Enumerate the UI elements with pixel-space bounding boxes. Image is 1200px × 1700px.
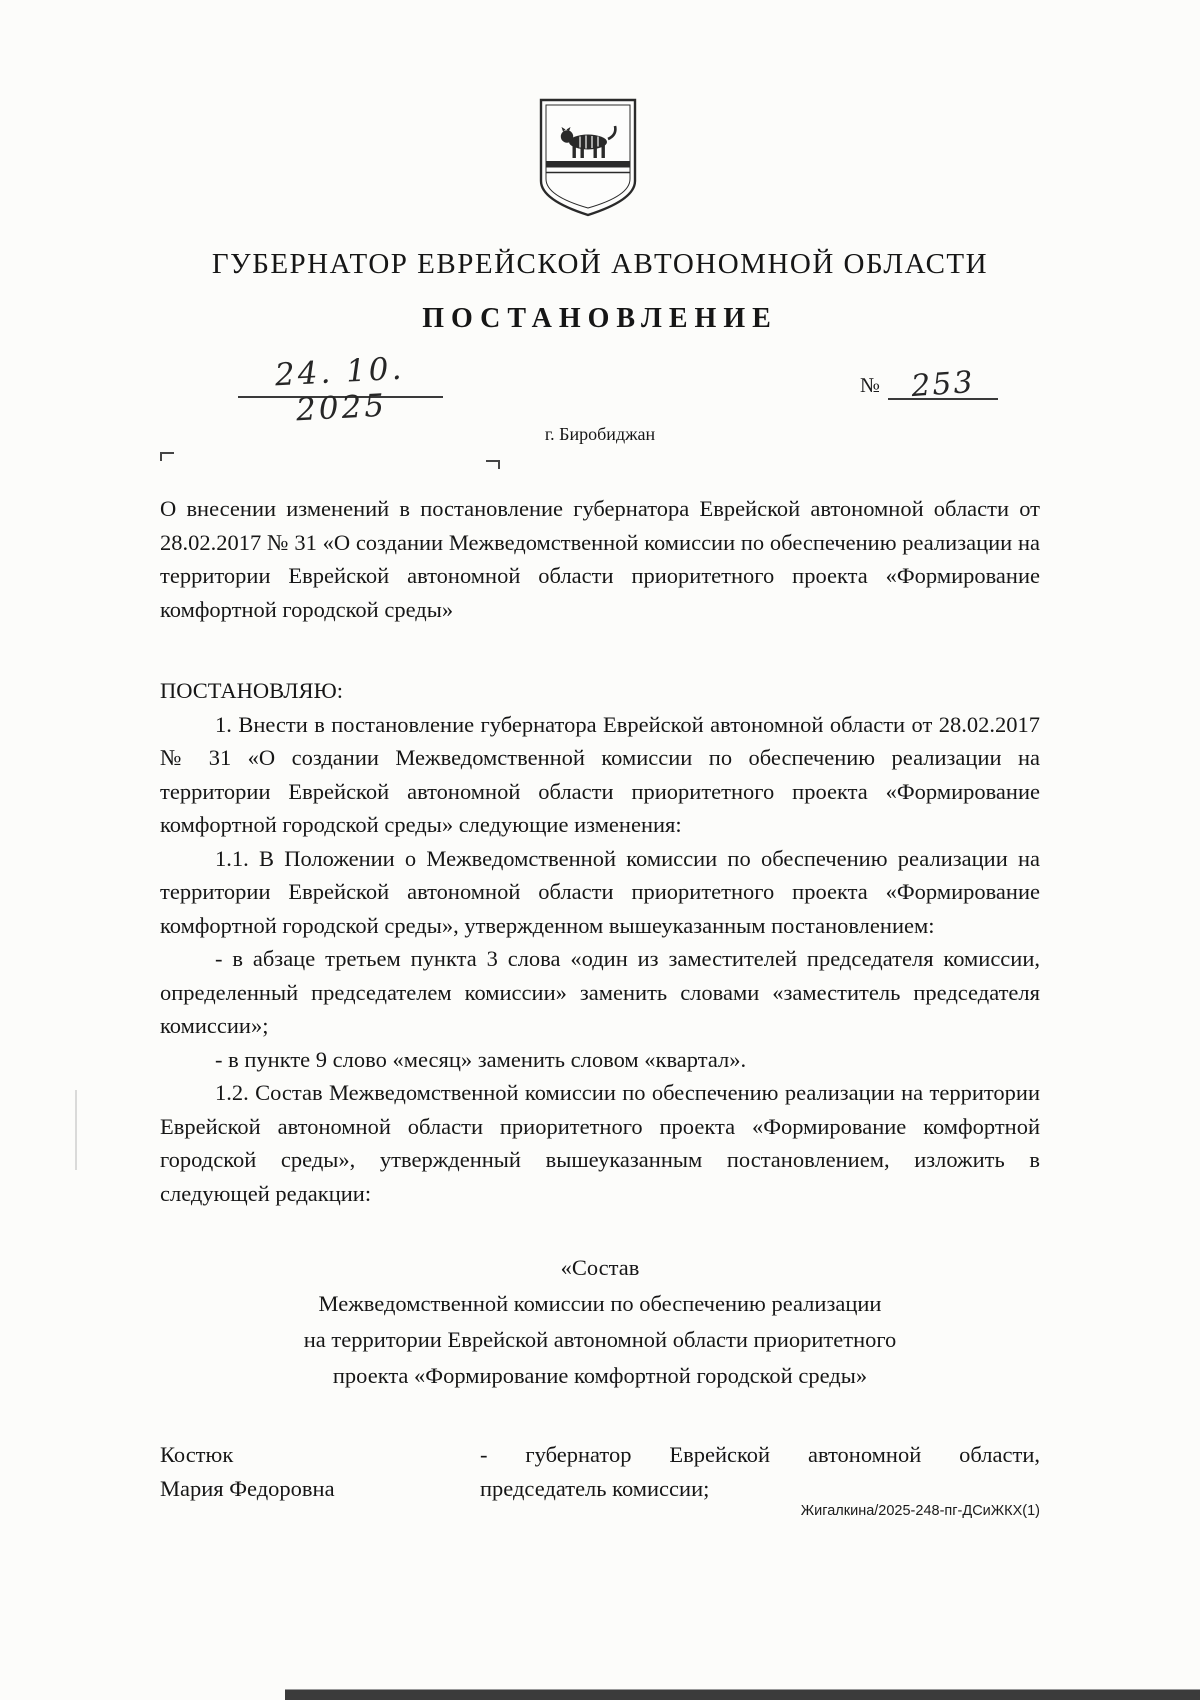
member-surname: Костюк <box>160 1442 234 1467</box>
scan-speck <box>75 1090 77 1170</box>
body-paragraph: 1. Внести в постановление губернатора Еврейской автономной области от 28.02.2017 № 31 «О создании Межведомственной комиссии по обеспечению реализации на территории Еврейской автономной области приоритетного проекта «Формирование комфортной городской среды» следующие изменения: <box>160 711 1040 837</box>
body-paragraph: - в пункте 9 слово «месяц» заменить словом «квартал». <box>215 1046 747 1072</box>
document-body <box>160 492 1040 1506</box>
composition-heading-line: Межведомственной комиссии по обеспечению реализации <box>318 1291 882 1316</box>
number-sign-label: № <box>860 373 881 397</box>
composition-heading-line: проекта «Формирование комфортной городской среды» <box>332 1363 868 1388</box>
scan-edge-artifact <box>285 1690 1200 1700</box>
composition-heading-line: на территории Еврейской автономной области приоритетного <box>303 1327 897 1352</box>
handwritten-number: 253 <box>910 364 977 405</box>
address-corner-mark-right <box>486 460 500 469</box>
body-paragraph: - в абзаце третьем пункта 3 слова «один из заместителей председателя комиссии, определенный председателем комиссии» заменить словами «заместитель председателя комиссии»; <box>160 946 1040 1038</box>
handwritten-date: 24. 10. 2025 <box>274 350 406 429</box>
address-corner-mark-left <box>160 452 174 461</box>
resolve-heading: ПОСТАНОВЛЯЮ: <box>160 678 343 703</box>
member-given-names: Мария Федоровна <box>160 1476 335 1501</box>
document-date-field <box>238 350 443 429</box>
executor-reference: Жигалкина/2025-248-пг-ДСиЖКХ(1) <box>800 1503 1040 1519</box>
city-line: г. Биробиджан <box>544 424 656 444</box>
number-underline <box>888 363 998 405</box>
body-paragraph: 1.1. В Положении о Межведомственной комиссии по обеспечению реализации на территории Еврейской автономной области приоритетного проекта «Формирование комфортной городской среды», утвержденном вышеуказанным постановлением: <box>160 845 1040 938</box>
member-role: - губернатор Еврейской автономной области, председатель комиссии; <box>480 1442 1040 1501</box>
commission-member-row <box>160 1438 1040 1506</box>
document-type-title: ПОСТАНОВЛЕНИЕ <box>422 303 778 334</box>
coat-of-arms-tiger-icon <box>538 98 638 218</box>
member-name <box>160 1438 480 1506</box>
composition-heading-line: «Состав <box>560 1255 640 1280</box>
composition-heading <box>160 1250 1040 1394</box>
document-number-field <box>860 360 1040 405</box>
body-paragraph: 1.2. Состав Межведомственной комиссии по обеспечению реализации на территории Еврейской автономной области приоритетного проекта «Формирование комфортной городской среды», утвержденный вышеуказанным постановлением, изложить в следующей редакции: <box>160 1080 1040 1206</box>
org-title: ГУБЕРНАТОР ЕВРЕЙСКОЙ АВТОНОМНОЙ ОБЛАСТИ <box>211 248 989 280</box>
document-subject: О внесении изменений в постановление губернатора Еврейской автономной области от 28.02.2017 № 31 «О создании Межведомственной комиссии по обеспечению реализации на территории Еврейской автономной области приоритетного проекта «Формирование комфортной городской среды» <box>160 496 1040 622</box>
